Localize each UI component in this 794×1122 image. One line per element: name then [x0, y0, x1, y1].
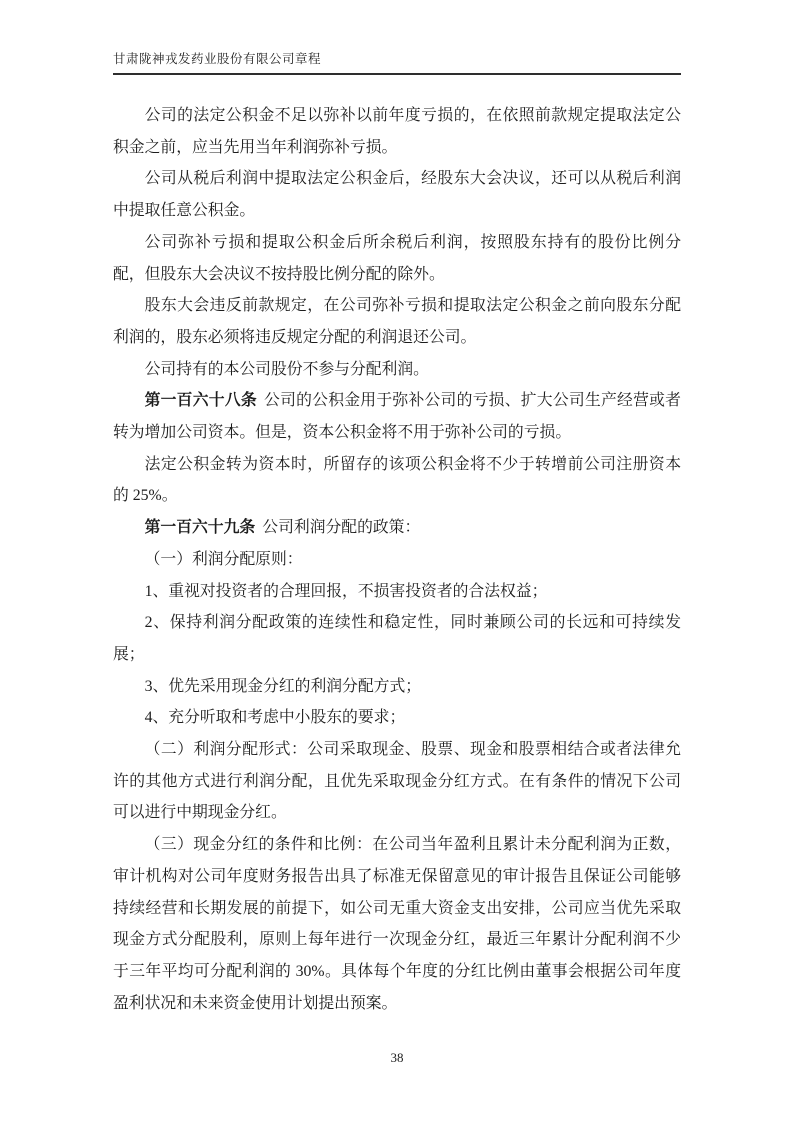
paragraph-text: 股东大会违反前款规定，在公司弥补亏损和提取法定公积金之前向股东分配利润的，股东必须将违反规定分配的利润退还公司。: [113, 297, 681, 346]
page-number: 38: [390, 1050, 404, 1065]
article-number: 第一百六十八条: [144, 392, 257, 410]
paragraph: [113, 290, 681, 353]
page-footer: [0, 1050, 794, 1066]
article-paragraph: [113, 385, 681, 448]
paragraph: [113, 702, 681, 734]
paragraph: [113, 734, 681, 829]
paragraph: [113, 671, 681, 703]
paragraph-text: 公司弥补亏损和提取公积金后所余税后利润，按照股东持有的股份比例分配，但股东大会决议不按持股比例分配的除外。: [113, 233, 681, 283]
paragraph: [113, 829, 681, 1019]
paragraph: [113, 449, 681, 512]
article-paragraph: [113, 512, 681, 544]
paragraph-text: 2、保持利润分配政策的连续性和稳定性，同时兼顾公司的长远和可持续发展；: [113, 614, 681, 663]
paragraph-text: 4、充分听取和考虑中小股东的要求；: [144, 709, 406, 727]
paragraph-text: 法定公积金转为资本时，所留存的该项公积金将不少于转增前公司注册资本的 25%。: [113, 455, 681, 505]
paragraph-text: （二）利润分配形式：公司采取现金、股票、现金和股票相结合或者法律允许的其他方式进行利润分配，且优先采取现金分红方式。在有条件的情况下公司可以进行中期现金分红。: [113, 741, 681, 822]
paragraph-text: 公司的公积金用于弥补公司的亏损、扩大公司生产经营或者转为增加公司资本。但是，资本公积金将不用于弥补公司的亏损。: [113, 392, 681, 442]
document-body: [113, 100, 681, 1019]
paragraph-text: （一）利润分配原则：: [144, 550, 303, 568]
paragraph-text: 3、优先采用现金分红的利润分配方式；: [144, 677, 422, 695]
paragraph-text: 公司利润分配的政策：: [262, 519, 421, 537]
paragraph-text: 公司的法定公积金不足以弥补以前年度亏损的，在依照前款规定提取法定公积金之前，应当先用当年利润弥补亏损。: [113, 107, 681, 156]
article-number: 第一百六十九条: [144, 519, 256, 537]
paragraph: [113, 100, 681, 163]
paragraph: [113, 354, 681, 386]
paragraph: [113, 544, 681, 576]
paragraph: [113, 163, 681, 226]
paragraph-text: （三）现金分红的条件和比例：在公司当年盈利且累计未分配利润为正数，审计机构对公司年度财务报告出具了标准无保留意见的审计报告且保证公司能够持续经营和长期发展的前提下，如公司无重大资金支出安排，公司应当优先采取现金方式分配股利，原则上每年进行一次现金分红，最近三年累计分配利润不少于三年平均可分配利润的 30%。具体每个年度的分红比例由董事会根据公司年度盈利状况和未来资金使用计划提出预案。: [113, 836, 681, 1012]
paragraph: [113, 607, 681, 670]
paragraph-text: 公司持有的本公司股份不参与分配利润。: [144, 360, 429, 378]
paragraph-text: 1、重视对投资者的合理回报，不损害投资者的合法权益；: [144, 582, 548, 600]
paragraph: [113, 227, 681, 290]
header-title: 甘肃陇神戎发药业股份有限公司章程: [113, 52, 322, 66]
page-header: [113, 0, 681, 75]
paragraph-text: 公司从税后利润中提取法定公积金后，经股东大会决议，还可以从税后利润中提取任意公积金。: [113, 170, 681, 220]
paragraph: [113, 576, 681, 608]
